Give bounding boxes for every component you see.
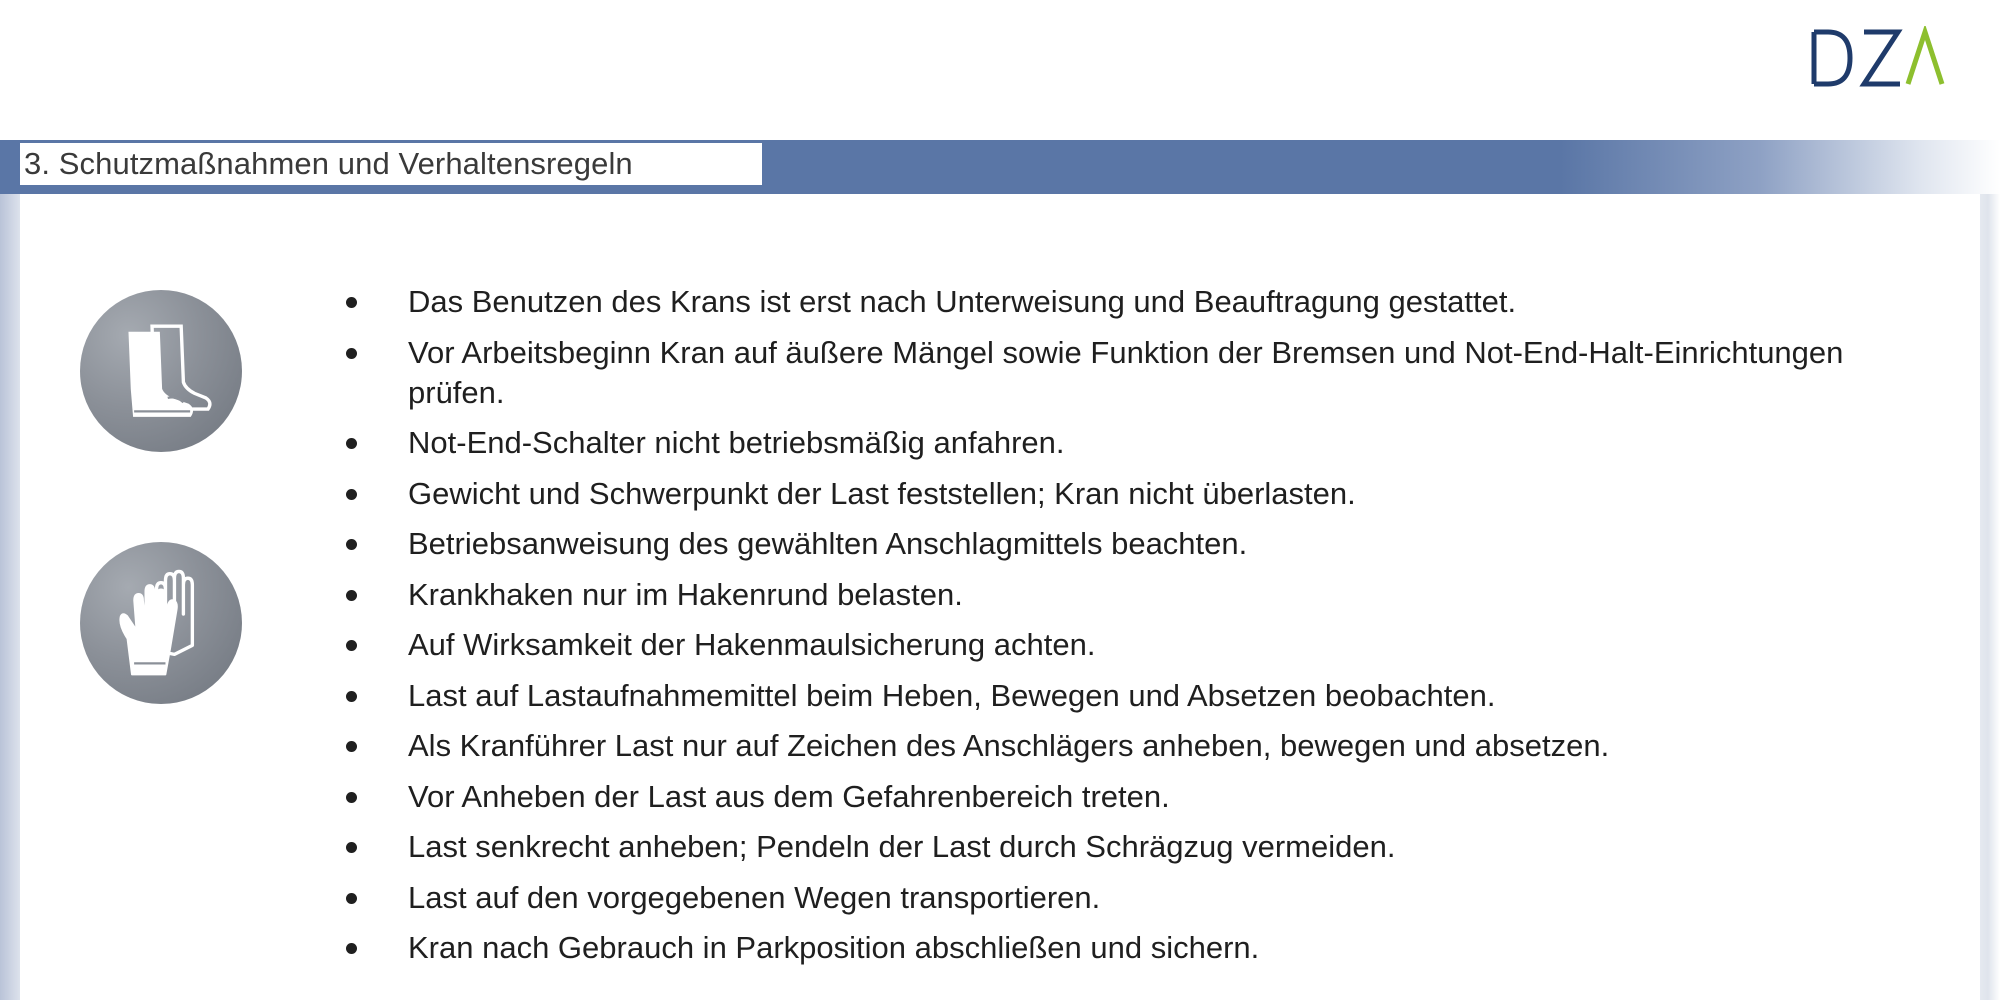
list-item: Als Kranführer Last nur auf Zeichen des Anschlägers anheben, bewegen und absetzen. (320, 726, 1880, 766)
safety-boot-glyph (105, 315, 217, 427)
content-panel (20, 194, 1980, 1000)
dza-logo-icon (1808, 26, 1948, 90)
list-item: Gewicht und Schwerpunkt der Last feststellen; Kran nicht überlasten. (320, 474, 1880, 514)
list-item: Last senkrecht anheben; Pendeln der Last durch Schrägzug vermeiden. (320, 827, 1880, 867)
section-title-box (20, 143, 762, 185)
list-item: Kran nach Gebrauch in Parkposition abschließen und sichern. (320, 928, 1880, 968)
rules-list (320, 282, 1880, 979)
list-item: Vor Anheben der Last aus dem Gefahrenbereich treten. (320, 777, 1880, 817)
list-item: Not-End-Schalter nicht betriebsmäßig anfahren. (320, 423, 1880, 463)
list-item: Vor Arbeitsbeginn Kran auf äußere Mängel sowie Funktion der Bremsen und Not-End-Halt-Einrichtungen prüfen. (320, 333, 1880, 413)
protective-gloves-icon (80, 542, 242, 704)
list-item: Das Benutzen des Krans ist erst nach Unterweisung und Beauftragung gestattet. (320, 282, 1880, 322)
safety-boot-icon (80, 290, 242, 452)
list-item: Last auf Lastaufnahmemittel beim Heben, Bewegen und Absetzen beobachten. (320, 676, 1880, 716)
dza-logo (1808, 26, 1948, 90)
list-item: Auf Wirksamkeit der Hakenmaulsicherung achten. (320, 625, 1880, 665)
list-item: Betriebsanweisung des gewählten Anschlagmittels beachten. (320, 524, 1880, 564)
protective-gloves-glyph (105, 567, 217, 679)
list-item: Last auf den vorgegebenen Wegen transportieren. (320, 878, 1880, 918)
list-item: Krankhaken nur im Hakenrund belasten. (320, 575, 1880, 615)
section-title: 3. Schutzmaßnahmen und Verhaltensregeln (24, 146, 633, 181)
